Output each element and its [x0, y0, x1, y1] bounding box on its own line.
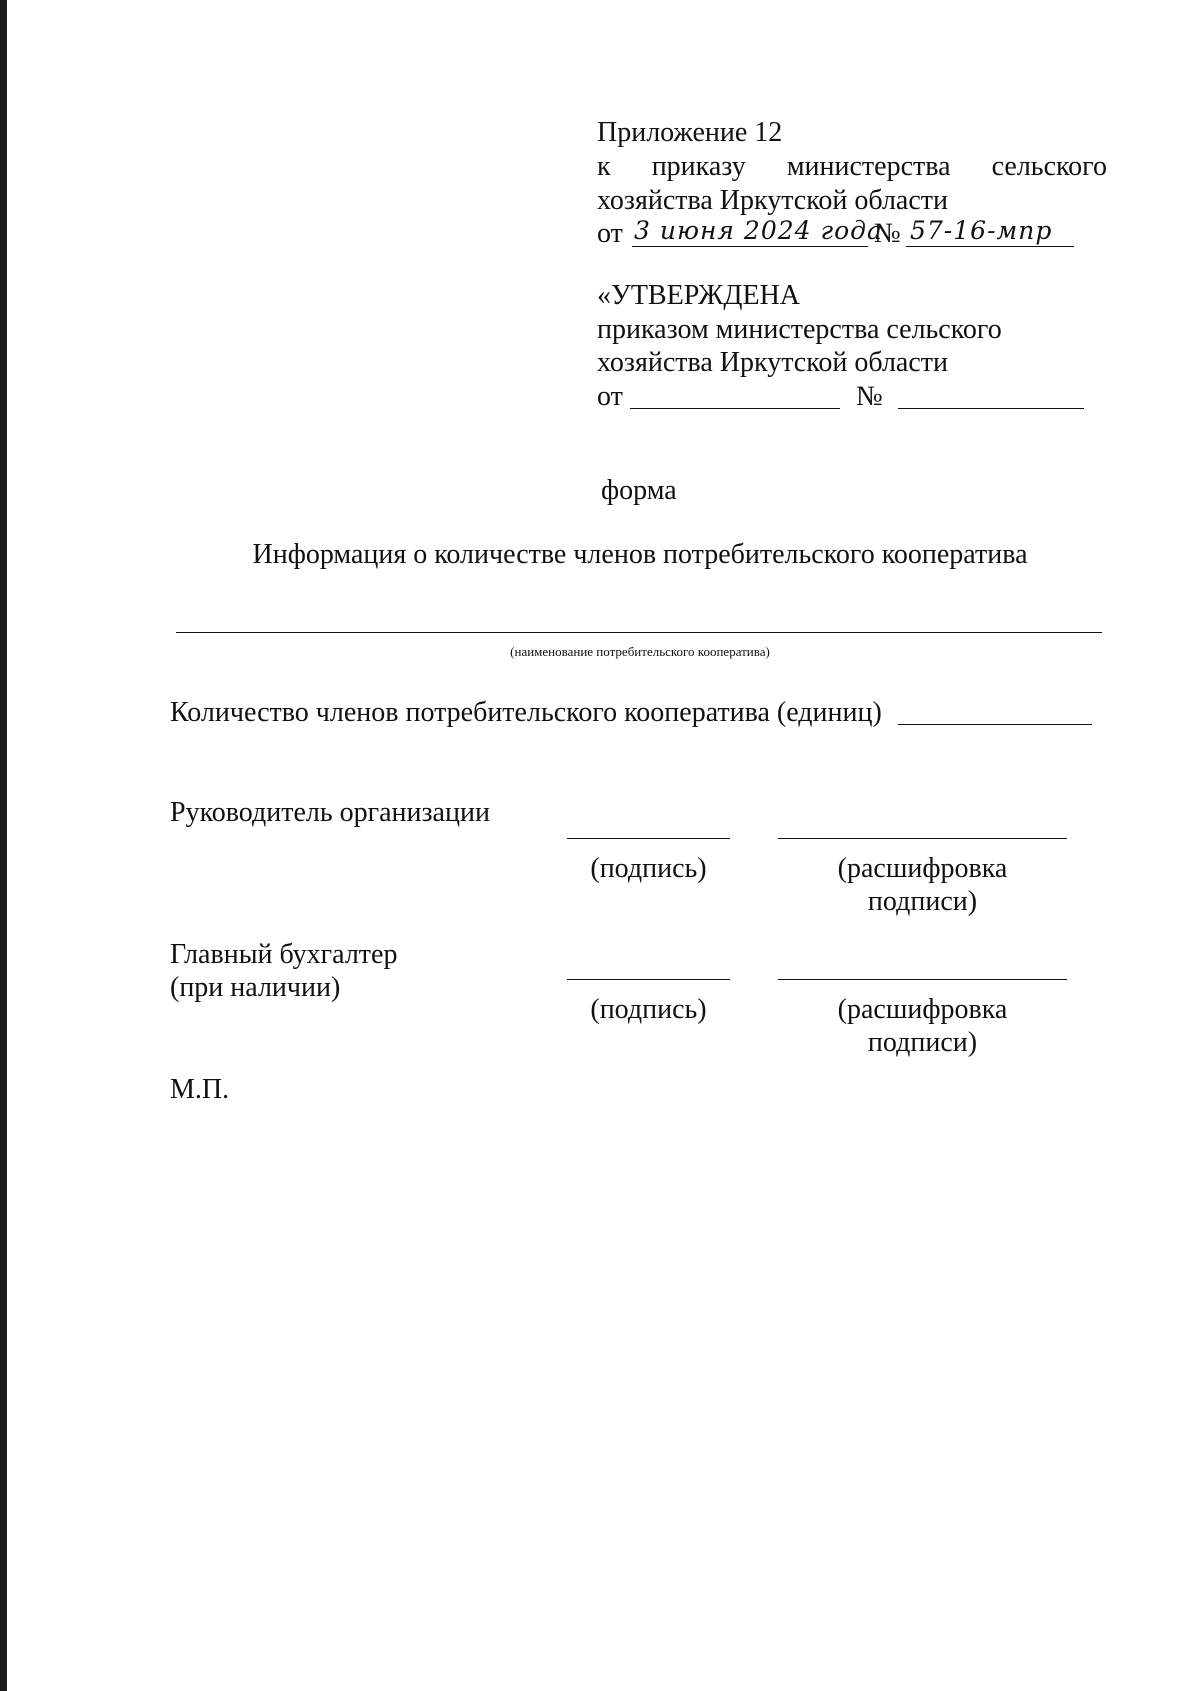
accountant-signature-blank — [567, 979, 730, 980]
order-from-label: от — [597, 218, 623, 249]
order-word: министерства — [786, 151, 951, 182]
order-word: к — [597, 151, 611, 182]
approved-from-label: от — [597, 381, 623, 412]
cooperative-name-blank — [176, 632, 1102, 633]
order-reference-line — [597, 150, 1107, 184]
accountant-decoding-caption: подписи) — [867, 1027, 978, 1058]
form-label: форма — [601, 475, 677, 506]
accountant-label: Главный бухгалтер — [170, 939, 398, 970]
order-ministry-line: хозяйства Иркутской области — [597, 185, 948, 216]
accountant-decoding-blank — [778, 979, 1067, 980]
scan-edge-border — [0, 0, 7, 1691]
order-number-label: № — [874, 218, 901, 249]
approved-line: хозяйства Иркутской области — [597, 347, 948, 378]
approved-line: приказом министерства сельского — [597, 314, 1002, 345]
order-word: приказу — [651, 151, 746, 182]
approved-number-blank — [898, 408, 1084, 409]
order-word: сельского — [991, 151, 1107, 182]
head-decoding-caption: подписи) — [867, 886, 978, 917]
head-signature-caption: (подпись) — [590, 853, 707, 884]
head-signature-blank — [567, 838, 730, 839]
order-date-handwritten: 3 июня 2024 года — [634, 216, 883, 245]
approved-date-blank — [630, 408, 840, 409]
accountant-label-note: (при наличии) — [170, 972, 341, 1003]
accountant-signature-caption: (подпись) — [590, 994, 707, 1025]
document-title: Информация о количестве членов потребительского кооператива — [252, 539, 1028, 570]
cooperative-name-caption: (наименование потребительского кооператива) — [510, 644, 770, 659]
stamp-place-label: М.П. — [170, 1074, 230, 1105]
order-number-underline — [906, 246, 1074, 247]
members-count-blank — [898, 724, 1092, 725]
appendix-number: Приложение 12 — [597, 117, 783, 148]
order-date-underline — [632, 246, 868, 247]
head-decoding-blank — [778, 838, 1067, 839]
approved-heading: «УТВЕРЖДЕНА — [597, 280, 801, 311]
head-decoding-caption: (расшифровка — [837, 853, 1008, 884]
head-label: Руководитель организации — [170, 797, 490, 828]
order-number-handwritten: 57-16-мпр — [910, 216, 1053, 245]
members-count-label: Количество членов потребительского кооператива (единиц) — [170, 697, 882, 728]
accountant-decoding-caption: (расшифровка — [837, 994, 1008, 1025]
approved-number-label: № — [856, 381, 883, 412]
